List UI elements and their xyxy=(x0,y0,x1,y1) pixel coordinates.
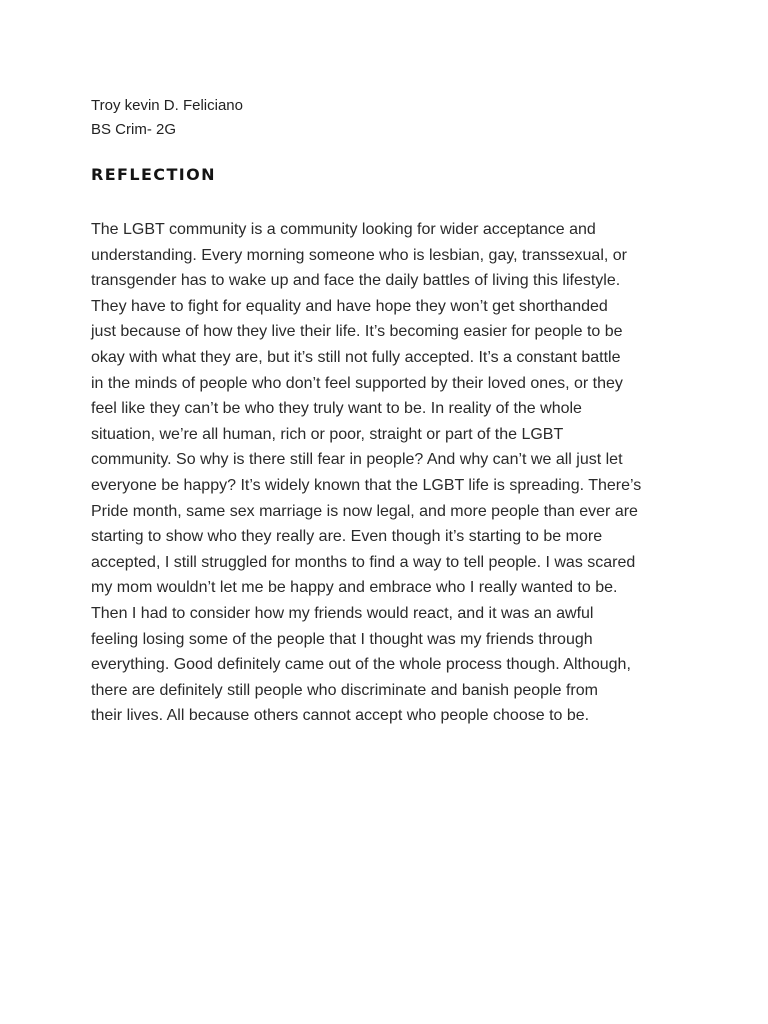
body-line: their lives. All because others cannot accept who people choose to be. xyxy=(91,707,590,725)
course-section: BS Crim- 2G xyxy=(91,121,177,138)
body-line: there are definitely still people who discriminate and banish people from xyxy=(91,681,598,699)
body-line: The LGBT community is a community looking for wider acceptance and xyxy=(91,221,596,238)
reflection-body xyxy=(91,217,681,729)
body-line: my mom wouldn’t let me be happy and embrace who I really wanted to be. xyxy=(91,579,618,597)
body-line: community. So why is there still fear in people? And why can’t we all just let xyxy=(91,451,623,469)
body-line: just because of how they live their life. It’s becoming easier for people to be xyxy=(91,323,623,341)
body-line: accepted, I still struggled for months to find a way to tell people. I was scared xyxy=(91,553,636,571)
author-header xyxy=(91,94,243,142)
body-line: Pride month, same sex marriage is now legal, and more people than ever are xyxy=(91,502,638,520)
author-name: Troy kevin D. Feliciano xyxy=(91,97,243,114)
body-line: transgender has to wake up and face the daily battles of living this lifestyle. xyxy=(91,272,621,290)
body-line: Then I had to consider how my friends would react, and it was an awful xyxy=(91,604,594,622)
body-line: situation, we’re all human, rich or poor, straight or part of the LGBT xyxy=(91,425,564,443)
body-line: starting to show who they really are. Even though it’s starting to be more xyxy=(91,528,603,546)
body-line: everything. Good definitely came out of the whole process though. Although, xyxy=(91,656,631,674)
body-line: feeling losing some of the people that I thought was my friends through xyxy=(91,630,593,648)
body-line: feel like they can’t be who they truly want to be. In reality of the whole xyxy=(91,400,582,418)
body-line: okay with what they are, but it’s still not fully accepted. It’s a constant battle xyxy=(91,348,621,366)
body-line: understanding. Every morning someone who is lesbian, gay, transsexual, or xyxy=(91,246,627,264)
body-line: everyone be happy? It’s widely known that the LGBT life is spreading. There’s xyxy=(91,476,642,494)
body-line: in the minds of people who don’t feel supported by their loved ones, or they xyxy=(91,374,623,392)
body-line: They have to fight for equality and have hope they won’t get shorthanded xyxy=(91,297,608,315)
document-title: REFLECTION xyxy=(91,165,216,184)
